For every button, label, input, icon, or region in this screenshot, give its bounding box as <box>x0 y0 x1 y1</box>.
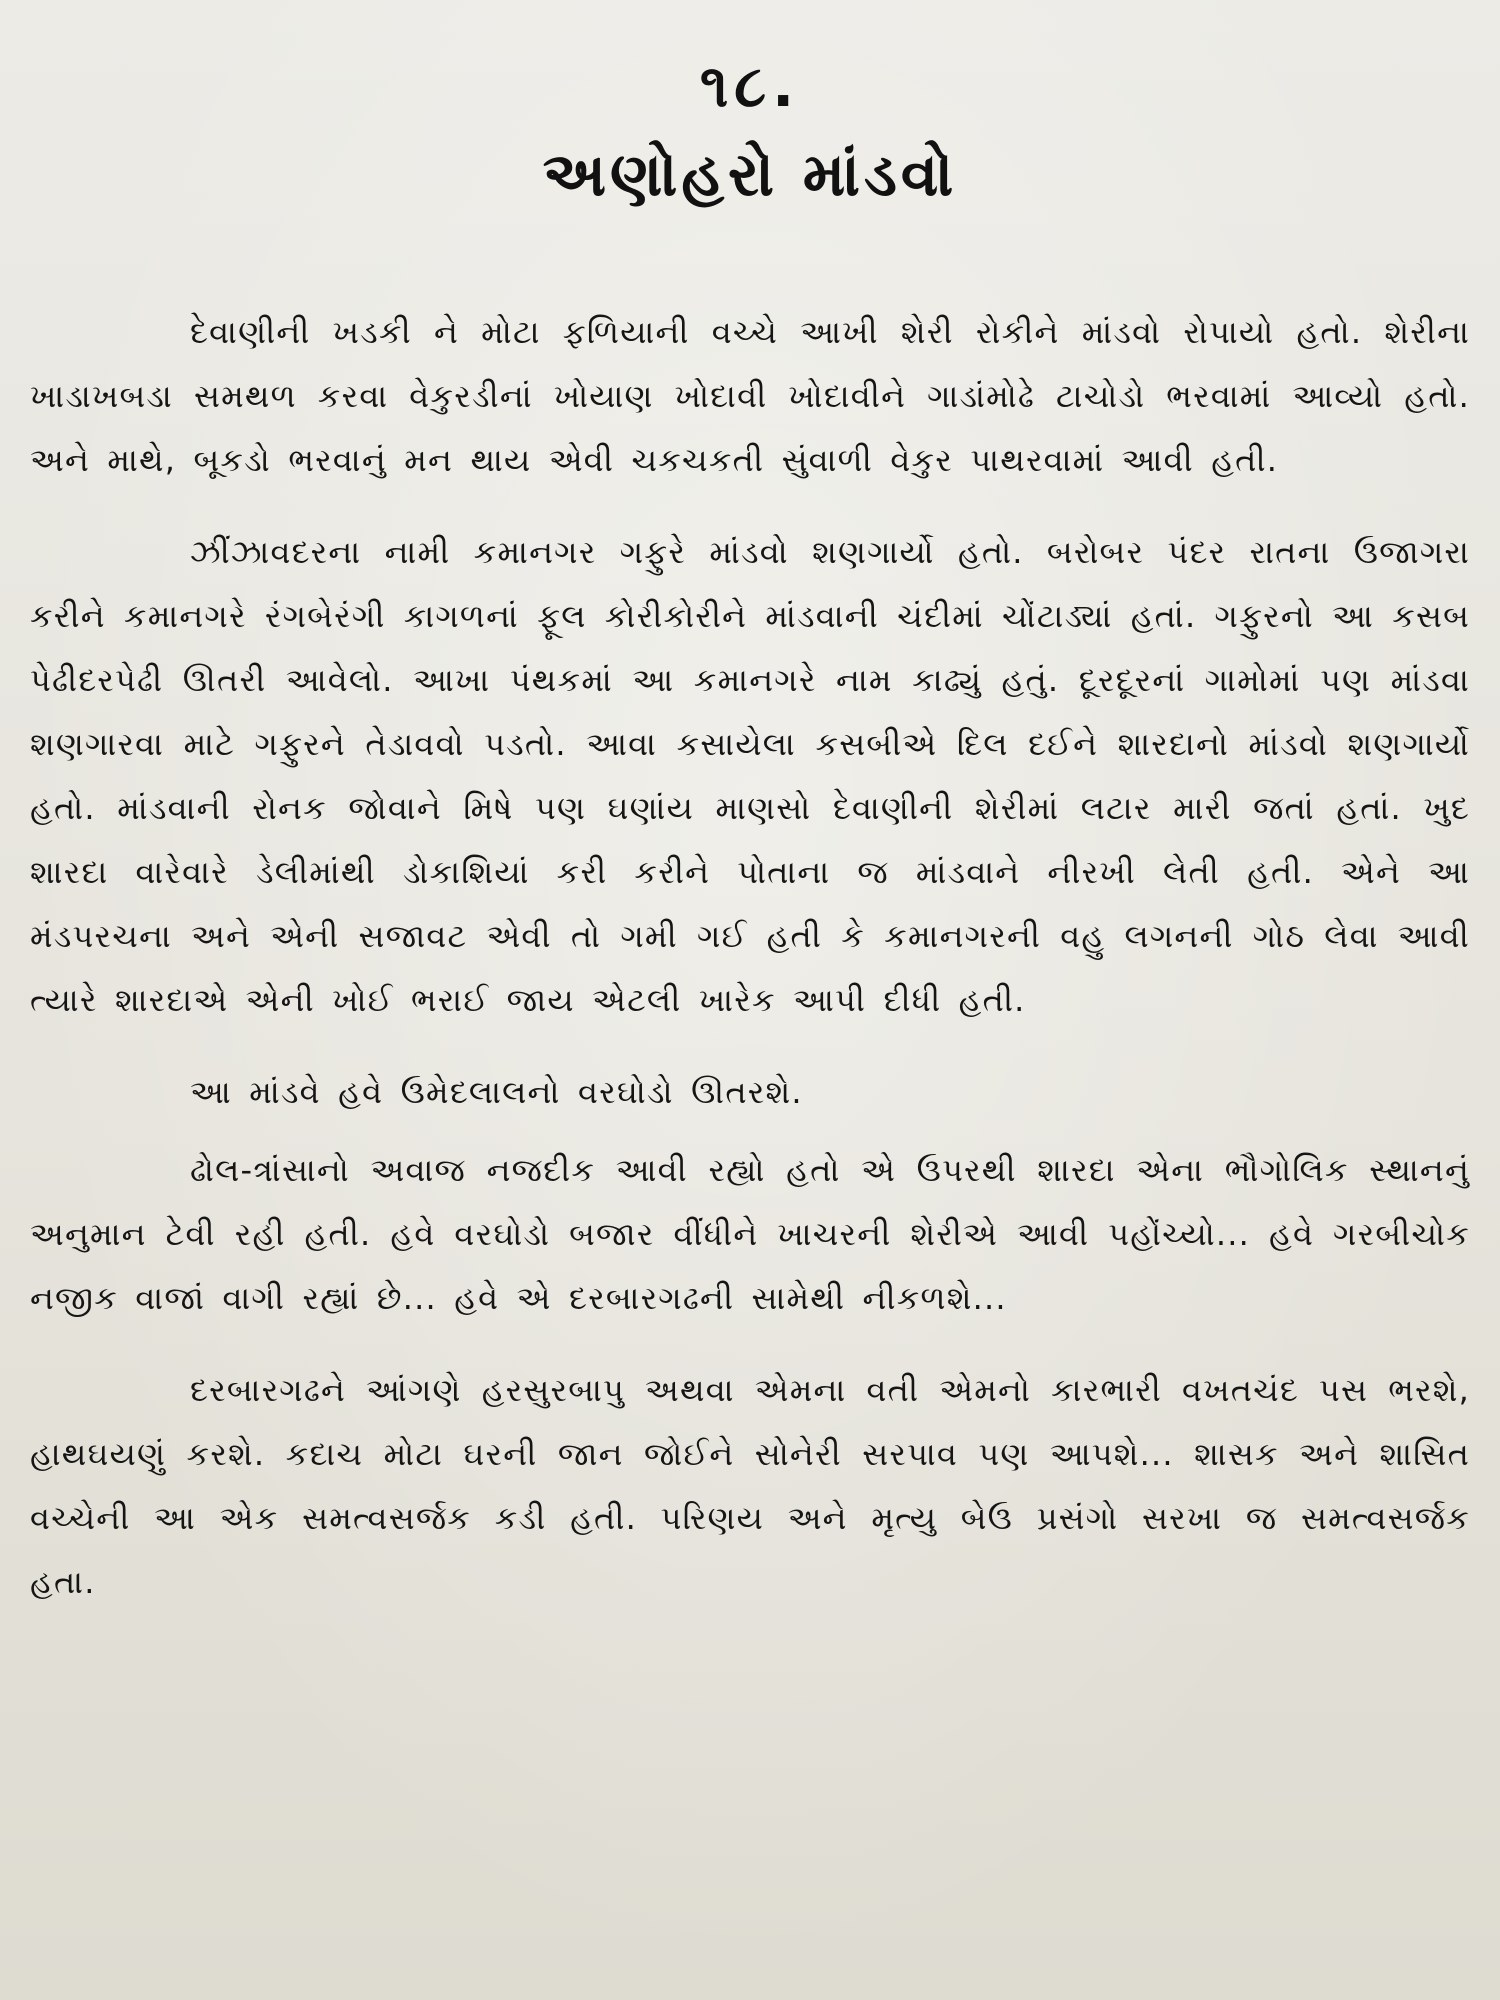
paragraph: ઝીંઝાવદરના નામી કમાનગર ગફુરે માંડવો શણગાર્યો હતો. બરોબર પંદર રાતના ઉજાગરા કરીને કમાનગરે રંગબેરંગી કાગળનાં ફૂલ કોરીકોરીને માંડવાની ચંદીમાં ચોંટાડ્યાં હતાં. ગફુરનો આ કસબ પેઢીદરપેઢી ઊતરી આવેલો. આખા પંથકમાં આ કમાનગરે નામ કાઢ્યું હતું. દૂરદૂરનાં ગામોમાં પણ માંડવા શણગારવા માટે ગફુરને તેડાવવો પડતો. આવા કસાયેલા કસબીએ દિલ દઈને શારદાનો માંડવો શણગાર્યો હતો. માંડવાની રોનક જોવાને મિષે પણ ઘણાંય માણસો દેવાણીની શેરીમાં લટાર મારી જતાં હતાં. ખુદ શારદા વારેવારે ડેલીમાંથી ડોકાશિયાં કરી કરીને પોતાના જ માંડવાને નીરખી લેતી હતી. એને આ મંડપરચના અને એની સજાવટ એવી તો ગમી ગઈ હતી કે કમાનગરની વહુ લગનની ગોઠ લેવા આવી ત્યારે શારદાએ એની ખોઈ ભરાઈ જાય એટલી ખારેક આપી દીધી હતી. <box>30 533 1470 1019</box>
paragraph: આ માંડવે હવે ઉમેદલાલનો વરઘોડો ઊતરશે. <box>190 1073 803 1111</box>
chapter-body <box>30 300 1470 1642</box>
paragraph: દરબારગઢને આંગણે હરસુરબાપુ અથવા એમના વતી એમનો કારભારી વખતચંદ પસ ભરશે, હાથઘયણું કરશે. કદાચ મોટા ઘરની જાન જોઈને સોનેરી સરપાવ પણ આપશે... શાસક અને શાસિત વચ્ચેની આ એક સમત્વસર્જક કડી હતી. પરિણય અને મૃત્યુ બેઉ પ્રસંગો સરખા જ સમત્વસર્જક હતા. <box>30 1371 1470 1601</box>
paragraph: દેવાણીની ખડકી ને મોટા ફળિયાની વચ્ચે આખી શેરી રોકીને માંડવો રોપાયો હતો. શેરીના ખાડાખબડા સમથળ કરવા વેકુરડીનાં ખોયાણ ખોદાવી ખોદાવીને ગાડાંમોઢે ટાચોડો ભરવામાં આવ્યો હતો. અને માથે, બૂકડો ભરવાનું મન થાય એવી ચકચકતી સુંવાળી વેકુર પાથરવામાં આવી હતી. <box>30 313 1470 479</box>
chapter-number: ૧૮. <box>699 52 801 120</box>
paragraph: ઢોલ-ત્રાંસાનો અવાજ નજદીક આવી રહ્યો હતો એ ઉપરથી શારદા એના ભૌગોલિક સ્થાનનું અનુમાન ટેવી રહી હતી. હવે વરઘોડો બજાર વીંધીને ખાચરની શેરીએ આવી પહોંચ્યો... હવે ગરબીચોક નજીક વાજાં વાગી રહ્યાં છે... હવે એ દરબારગઢની સામેથી નીકળશે... <box>30 1151 1470 1317</box>
chapter-title: અણોહરો માંડવો <box>542 140 958 210</box>
